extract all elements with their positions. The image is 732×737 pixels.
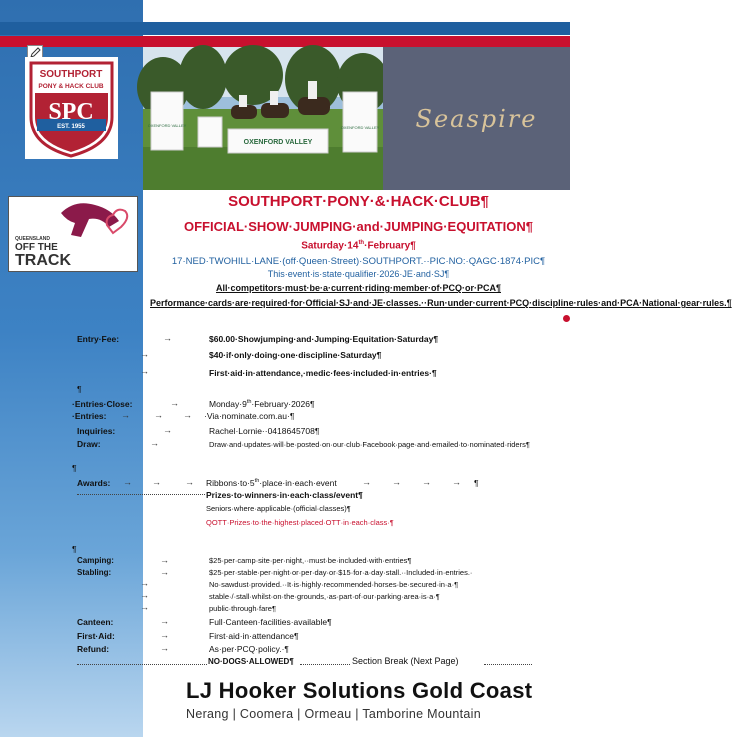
- pilcrow: ¶: [72, 463, 77, 473]
- tab-arrow: →: [422, 477, 431, 487]
- tab-arrow: →: [140, 602, 149, 612]
- draw-label: Draw:: [77, 439, 101, 449]
- tab-arrow: →: [160, 643, 169, 653]
- club-logo-est: EST. 1955: [57, 124, 85, 130]
- qualifier-line: This·event·is·state·qualifier·2026·JE·and·SJ¶: [267, 269, 450, 279]
- blue-stripe: [0, 22, 570, 35]
- tab-arrow: →: [163, 333, 172, 343]
- dotted-leader: [77, 664, 207, 665]
- ott-line3: TRACK: [15, 252, 71, 269]
- camping-label: Camping:: [77, 556, 114, 565]
- inquiries-value: Rachel·Lornie··0418645708¶: [209, 426, 320, 436]
- tab-arrow: →: [452, 477, 461, 487]
- awards-label: Awards:: [77, 478, 111, 488]
- event-photo: [143, 47, 383, 190]
- red-stripe: [0, 36, 570, 47]
- off-the-track-logo: [8, 196, 138, 272]
- dotted-leader: [77, 494, 205, 495]
- sponsor-seaspire-panel: [383, 47, 570, 190]
- tab-arrow: →: [163, 425, 172, 435]
- no-dogs-line: NO·DOGS·ALLOWED¶: [208, 657, 294, 666]
- tab-arrow: →: [160, 616, 169, 626]
- lj-hooker-logo: [186, 678, 556, 721]
- ott-line1: QUEENSLAND: [15, 236, 51, 242]
- stabling-value-2: No·sawdust·provided.··It·is·highly·recommended·horses·be·secured·in·a·¶: [209, 580, 459, 589]
- awards-line1-end: ¶: [474, 478, 479, 488]
- entries-close-value: Monday·9th·February·2026¶: [209, 399, 315, 409]
- tab-arrow: →: [160, 567, 169, 577]
- awards-line4: QOTT·Prizes·to·the·highest·placed·OTT·in·each·class·¶: [206, 518, 394, 527]
- club-logo-initials: SPC: [48, 99, 94, 125]
- club-title: SOUTHPORT·PONY·&·HACK·CLUB¶: [228, 193, 489, 210]
- entries-label: ·Entries:: [72, 411, 107, 421]
- awards-line3: Seniors·where·applicable·(official·classes)¶: [206, 504, 351, 513]
- refund-value: As·per·PCQ·policy.·¶: [209, 644, 289, 654]
- lj-hooker-locations: Nerang | Coomera | Ormeau | Tamborine Mountain: [186, 707, 481, 721]
- dotted-leader: [300, 664, 350, 665]
- camping-value: $25·per·camp·site·per·night,··must·be·included·with·entries¶: [209, 556, 412, 565]
- section-break-marker: Section Break (Next Page): [352, 656, 459, 666]
- stabling-label: Stabling:: [77, 568, 112, 577]
- refund-label: Refund:: [77, 644, 110, 654]
- tab-arrow: →: [170, 398, 179, 408]
- firstaid-value: First·aid·in·attendance¶: [209, 631, 299, 641]
- entries-close-label: ·Entries·Close:: [72, 399, 133, 409]
- dotted-leader: [484, 664, 532, 665]
- tab-arrow: →: [150, 438, 159, 448]
- membership-line: All·competitors·must·be·a·current·riding·member·of·PCQ·or·PCA¶: [215, 283, 501, 293]
- event-title: OFFICIAL·SHOW·JUMPING·and·JUMPING·EQUITATION¶: [183, 219, 534, 234]
- event-date: Saturday·14th·February¶: [301, 240, 416, 252]
- venue-line: 17·NED·TWOHILL·LANE·(off·Queen·Street)·SOUTHPORT.··PIC·NO:·QAGC·1874·PIC¶: [171, 256, 546, 267]
- top-margin: [143, 0, 570, 22]
- canteen-value: Full·Canteen·facilities·available¶: [209, 617, 332, 627]
- tab-arrow: →: [140, 366, 149, 376]
- tab-arrow: →: [152, 477, 161, 487]
- sign-text-left: OXENFORD VALLEY: [147, 123, 187, 128]
- entries-value: ·Via·nominate.com.au·¶: [204, 411, 295, 421]
- pilcrow: ¶: [77, 384, 82, 394]
- comment-marker[interactable]: [563, 315, 570, 322]
- lj-hooker-brand: LJ Hooker Solutions Gold Coast: [186, 678, 533, 703]
- entry-fee-line2: $40·if·only·doing·one·discipline·Saturday¶: [209, 350, 382, 360]
- entry-fee-label: Entry·Fee:: [77, 334, 120, 344]
- pilcrow: ¶: [72, 544, 77, 554]
- tab-arrow: →: [140, 349, 149, 359]
- sign-text-center: OXENFORD VALLEY: [243, 139, 313, 146]
- rules-line: Performance·cards·are·required·for·Official·SJ·and·JE·classes.··Run·under·current·PCQ·discipline·rules·and·PCA·National·gear·rules.¶: [150, 298, 732, 308]
- sign-text-right: OXENFORD VALLEY: [340, 125, 380, 130]
- tab-arrow: →: [160, 630, 169, 640]
- club-logo: [25, 57, 118, 159]
- awards-line1: Ribbons·to·5th·place·in·each·event: [206, 478, 337, 488]
- entry-fee-line3: First·aid·in·attendance,·medic·fees·included·in·entries·¶: [209, 368, 437, 378]
- stabling-value-3: stable·/·stall·whilst·on·the·grounds,·as·part·of·our·parking·area·is·a·¶: [209, 592, 440, 601]
- entry-fee-line1: $60.00·Showjumping·and·Jumping·Equitation·Saturday¶: [209, 334, 439, 344]
- tab-arrow: →: [154, 410, 163, 420]
- tab-arrow: →: [160, 555, 169, 565]
- canteen-label: Canteen:: [77, 617, 114, 627]
- club-logo-sub: PONY & HACK CLUB: [38, 83, 104, 90]
- stabling-value-1: $25·per·stable·per·night·or·per·day·or·$15·for·a·day·stall.··Included·in·entries.·: [209, 568, 473, 577]
- ott-line2: OFF THE: [15, 242, 58, 253]
- awards-line2: Prizes·to·winners·in·each·class/event¶: [206, 490, 363, 500]
- inquiries-label: Inquiries:: [77, 426, 116, 436]
- seaspire-logo-text: Seaspire: [415, 105, 538, 133]
- stabling-value-4: public·through·fare¶: [209, 604, 276, 613]
- tab-arrow: →: [121, 410, 130, 420]
- tab-arrow: →: [140, 590, 149, 600]
- tab-arrow: →: [185, 477, 194, 487]
- tab-arrow: →: [362, 477, 371, 487]
- firstaid-label: First·Aid:: [77, 631, 115, 641]
- club-logo-top: SOUTHPORT: [39, 69, 103, 80]
- tab-arrow: →: [392, 477, 401, 487]
- tab-arrow: →: [140, 578, 149, 588]
- tab-arrow: →: [183, 410, 192, 420]
- tab-arrow: →: [123, 477, 132, 487]
- draw-value: Draw·and·updates·will·be·posted·on·our·club·Facebook·page·and·emailed·to·nominated·riders¶: [209, 440, 530, 449]
